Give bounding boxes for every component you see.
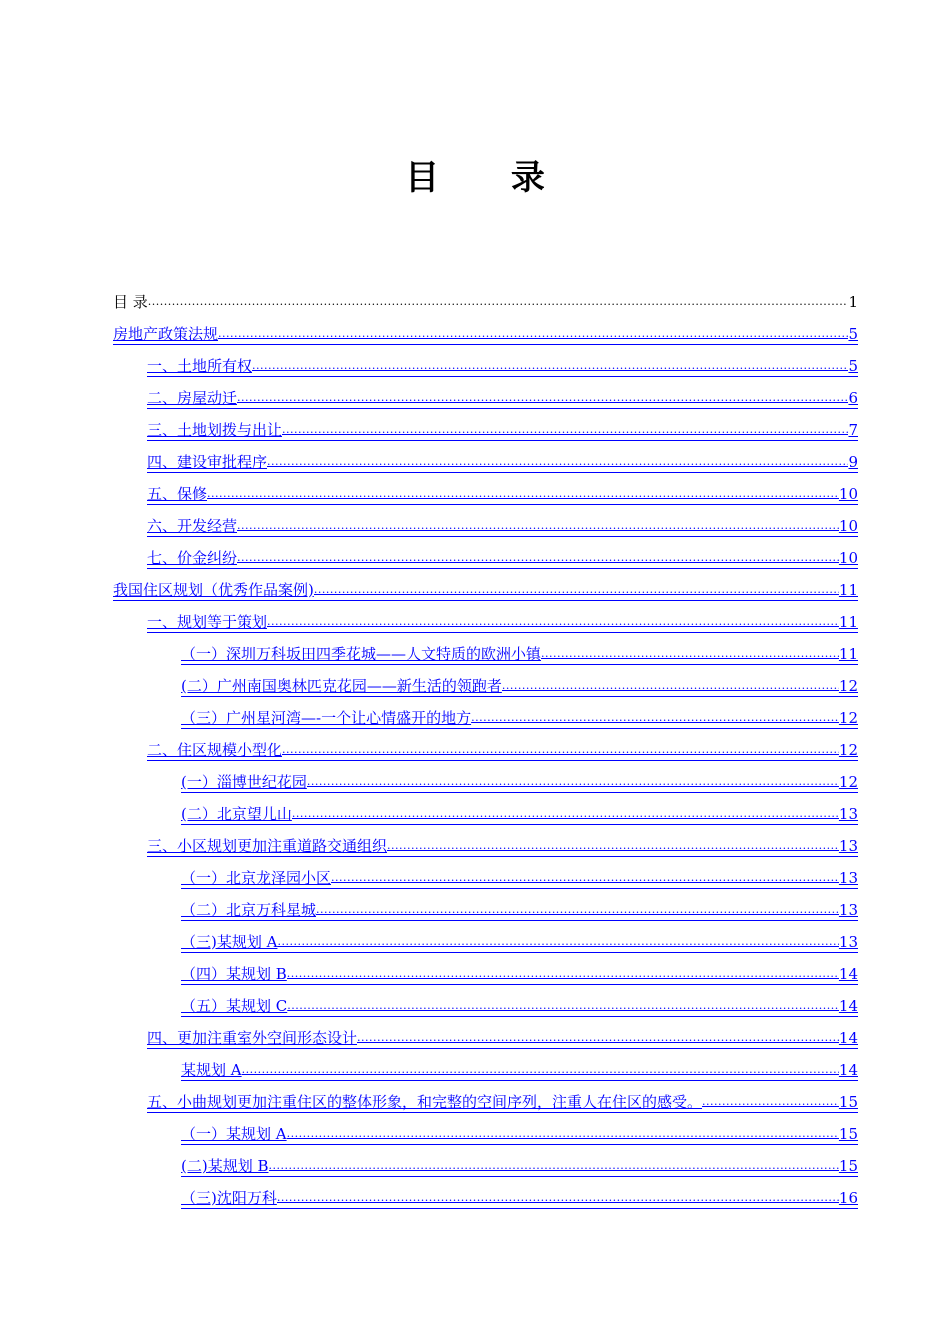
toc-entry-page: 14 [838, 1061, 858, 1079]
toc-entry[interactable] [181, 642, 858, 665]
toc-entry-page: 11 [838, 645, 858, 663]
toc-entry[interactable] [113, 290, 858, 312]
toc-entry-page: 5 [848, 357, 858, 375]
toc-entry-page: 7 [848, 421, 858, 439]
toc-entry[interactable] [181, 962, 858, 985]
toc-leader-dots [237, 514, 839, 536]
toc-entry-label: 一、土地所有权 [147, 357, 253, 375]
toc-entry-label: （一）北京龙泽园小区 [181, 869, 332, 887]
toc-leader-dots [287, 994, 839, 1016]
toc-leader-dots [237, 546, 839, 568]
toc-entry-page: 10 [838, 517, 858, 535]
toc-entry[interactable] [147, 1090, 858, 1113]
toc-entry-label: (二)某规划 B [181, 1157, 269, 1175]
toc-entry-page: 11 [838, 581, 858, 599]
toc-entry-page: 13 [838, 901, 858, 919]
toc-entry[interactable] [147, 482, 858, 505]
toc-entry-label: 二、住区规模小型化 [147, 741, 283, 759]
toc-leader-dots [242, 1058, 839, 1080]
toc-entry[interactable] [181, 866, 858, 889]
toc-entry[interactable] [147, 610, 858, 633]
toc-leader-dots [331, 866, 839, 888]
page-title: 目 录 [405, 158, 575, 198]
toc-entry[interactable] [181, 706, 858, 729]
toc-entry-label: （三)某规划 A [181, 933, 278, 951]
toc-entry-label: 四、建设审批程序 [147, 453, 268, 471]
toc-entry-label: 一、规划等于策划 [147, 613, 268, 631]
toc-entry-label: 五、保修 [147, 485, 208, 503]
toc-entry[interactable] [181, 1122, 858, 1145]
toc-entry[interactable] [181, 994, 858, 1017]
toc-leader-dots [387, 834, 839, 856]
toc-entry-label: 二、房屋动迁 [147, 389, 238, 407]
toc-entry-label: 目 录 [113, 293, 148, 311]
toc-entry-page: 12 [838, 677, 858, 695]
toc-entry-page: 12 [838, 741, 858, 759]
toc-leader-dots [277, 930, 838, 952]
toc-entry-label: （二）北京万科星城 [181, 901, 317, 919]
toc-leader-dots [702, 1090, 839, 1112]
toc-entry-page: 10 [838, 549, 858, 567]
toc-entry-label: （一）深圳万科坂田四季花城——人文特质的欧洲小镇 [181, 645, 542, 663]
toc-entry-page: 14 [838, 965, 858, 983]
toc-leader-dots [471, 706, 839, 728]
toc-leader-dots [287, 962, 839, 984]
toc-entry[interactable] [113, 322, 858, 345]
toc-entry[interactable] [181, 770, 858, 793]
toc-entry-label: (一）淄博世纪花园 [181, 773, 307, 791]
toc-entry-page: 1 [848, 293, 858, 311]
toc-entry[interactable] [113, 578, 858, 601]
toc-entry-page: 15 [838, 1093, 858, 1111]
toc-entry[interactable] [147, 514, 858, 537]
toc-entry[interactable] [181, 930, 858, 953]
toc-leader-dots [277, 1186, 839, 1208]
toc-leader-dots [207, 482, 839, 504]
toc-leader-dots [282, 418, 848, 440]
toc-entry-label: （五）某规划 C [181, 997, 288, 1015]
toc-leader-dots [267, 450, 848, 472]
toc-entry[interactable] [181, 674, 858, 697]
toc-entry-page: 10 [838, 485, 858, 503]
toc-entry-label: （三）广州星河湾—-一个让心情盛开的地方 [181, 709, 472, 727]
toc-entry-label: （三)沈阳万科 [181, 1189, 277, 1207]
toc-entry[interactable] [147, 418, 858, 441]
toc-leader-dots [502, 674, 839, 696]
toc-entry[interactable] [147, 386, 858, 409]
toc-entry-page: 12 [838, 709, 858, 727]
toc-entry[interactable] [147, 1026, 858, 1049]
toc-entry-label: 六、开发经营 [147, 517, 238, 535]
toc-entry-label: 房地产政策法规 [113, 325, 219, 343]
toc-entry[interactable] [181, 898, 858, 921]
toc-entry-page: 6 [848, 389, 858, 407]
toc-leader-dots [269, 1154, 839, 1176]
toc-entry-page: 15 [838, 1125, 858, 1143]
toc-entry-page: 9 [848, 453, 858, 471]
toc-entry[interactable] [147, 354, 858, 377]
toc-leader-dots [218, 322, 848, 344]
toc-leader-dots [267, 610, 839, 632]
toc-leader-dots [148, 290, 849, 312]
toc-entry[interactable] [147, 546, 858, 569]
toc-entry-page: 11 [838, 613, 858, 631]
toc-entry-label: 三、小区规划更加注重道路交通组织 [147, 837, 388, 855]
toc-entry[interactable] [147, 738, 858, 761]
toc-entry-label: （四）某规划 B [181, 965, 287, 983]
toc-entry[interactable] [181, 802, 858, 825]
toc-leader-dots [307, 770, 839, 792]
toc-leader-dots [541, 642, 839, 664]
toc-entry-page: 14 [838, 1029, 858, 1047]
toc-entry-page: 14 [838, 997, 858, 1015]
toc-entry-label: 三、土地划拨与出让 [147, 421, 283, 439]
toc-entry-page: 15 [838, 1157, 858, 1175]
toc-entry[interactable] [147, 450, 858, 473]
toc-entry-label: (二）北京望儿山 [181, 805, 292, 823]
toc-entry-page: 16 [838, 1189, 858, 1207]
toc-entry[interactable] [181, 1058, 858, 1081]
toc-entry[interactable] [147, 834, 858, 857]
toc-entry-label: 四、更加注重室外空间形态设计 [147, 1029, 358, 1047]
toc-entry[interactable] [181, 1154, 858, 1177]
toc-entry-page: 5 [848, 325, 858, 343]
toc-leader-dots [314, 578, 839, 600]
toc-leader-dots [287, 1122, 839, 1144]
toc-leader-dots [282, 738, 839, 760]
toc-entry-label: （一）某规划 A [181, 1125, 287, 1143]
toc-leader-dots [357, 1026, 839, 1048]
toc-entry-label: 某规划 A [181, 1061, 242, 1079]
toc-entry[interactable] [181, 1186, 858, 1209]
toc-entry-page: 13 [838, 933, 858, 951]
toc-leader-dots [237, 386, 848, 408]
toc-entry-label: 我国住区规划（优秀作品案例) [113, 581, 314, 599]
toc-entry-page: 13 [838, 805, 858, 823]
toc-leader-dots [252, 354, 848, 376]
toc-entry-label: 七、价金纠纷 [147, 549, 238, 567]
toc-entry-page: 13 [838, 837, 858, 855]
toc-entry-label: (二）广州南国奥林匹克花园——新生活的领跑者 [181, 677, 502, 695]
toc-leader-dots [316, 898, 839, 920]
toc-entry-page: 13 [838, 869, 858, 887]
toc-entry-page: 12 [838, 773, 858, 791]
toc-leader-dots [292, 802, 839, 824]
toc-entry-label: 五、小曲规划更加注重住区的整体形象，和完整的空间序列，注重人在住区的感受。 [147, 1093, 703, 1111]
